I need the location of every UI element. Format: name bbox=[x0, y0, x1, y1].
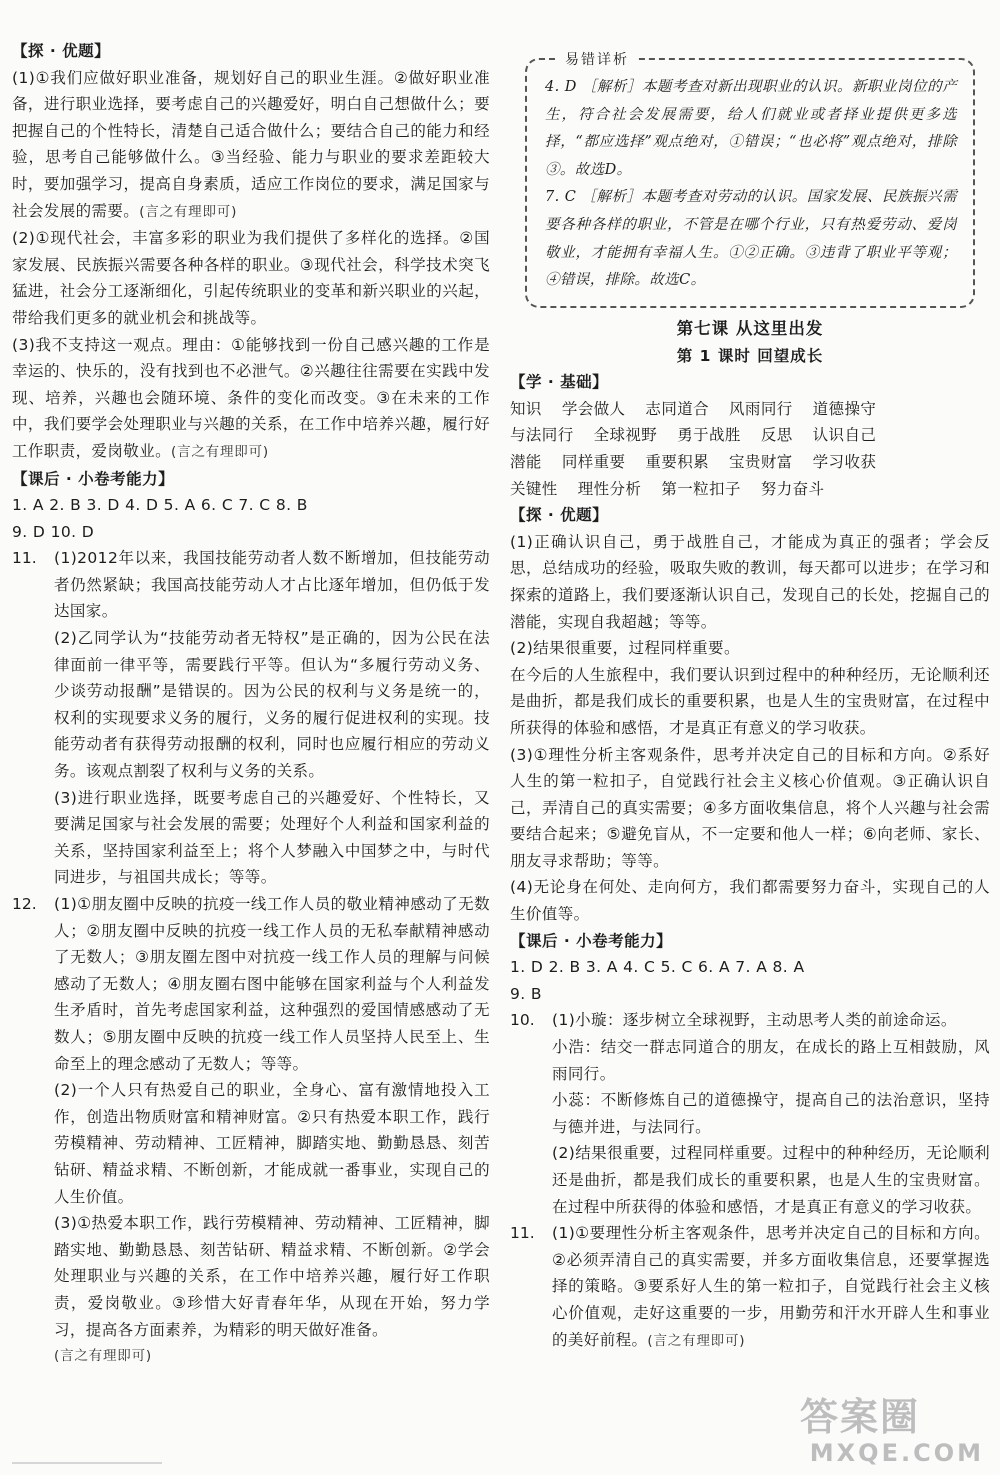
answer-paragraph: (2)一个人只有热爱自己的职业，全身心、富有激情地投入工作，创造出物质财富和精神财富。②只有热爱本职工作，践行劳模精神、劳动精神、工匠精神，脚踏实地、勤勤恳恳、刻苦钻研、精益求精、不断创新，才能成就一番事业，实现自己的人生价值。 bbox=[54, 1081, 490, 1206]
section-heading-explore: 【探 · 优题】 bbox=[12, 42, 111, 60]
question-11 bbox=[12, 545, 490, 891]
keyword: 勇于战胜 bbox=[677, 426, 741, 445]
keyword: 宝贵财富 bbox=[729, 452, 793, 471]
answer-paragraph: (4)无论身在何处、走向何方，我们都需要努力奋斗，实现自己的人生价值等。 bbox=[510, 878, 990, 924]
lesson-title: 第七课 从这里出发 bbox=[676, 319, 824, 338]
keyword: 风雨同行 bbox=[729, 399, 793, 418]
answer-paragraph: (2)结果很重要，过程同样重要。 bbox=[510, 639, 740, 658]
answer-paragraph: (2)①现代社会，丰富多彩的职业为我们提供了多样化的选择。②国家发展、民族振兴需要各种各样的职业。③现代社会，科学技术突飞猛进，社会分工逐渐细化，引起传统职业的变革和新兴职业的兴起，带给我们更多的就业机会和挑战等。 bbox=[12, 229, 490, 327]
answer-paragraph: (1)2012年以来，我国技能劳动者人数不断增加，但技能劳动者仍然紧缺；我国高技能劳动人才占比逐年增加，但仍低于发达国家。 bbox=[54, 549, 490, 621]
answer-note: (言之有理即可) bbox=[647, 1332, 746, 1349]
answer-paragraph: (1)正确认识自己，勇于战胜自己，才能成为真正的强者；学会反思，总结成功的经验，吸取失败的教训，每天都可以进步；在学习和探索的道路上，我们要逐渐认识自己，发现自己的长处，挖掘自己的潜能，实现自我超越；等等。 bbox=[510, 532, 990, 631]
answer-note: (言之有理即可) bbox=[54, 1348, 152, 1365]
answer-paragraph: 小浩：结交一群志同道合的朋友，在成长的路上互相鼓励，风雨同行。 bbox=[552, 1038, 990, 1083]
section-heading-basics: 【学 · 基础】 bbox=[510, 373, 609, 392]
answer-paragraph: (3)我不支持这一观点。理由：①能够找到一份自己感兴趣的工作是幸运的、快乐的，没有找到也不必泄气。②兴趣往往需要在实践中发现、培养，兴趣也会随环境、条件的变化而改变。③在未来的工作中，我们要学会处理职业与兴趣的关系，在工作中培养兴趣，履行好工作职责，爱岗敬业。(言之有理即可) bbox=[12, 335, 490, 460]
keyword: 全球视野 bbox=[593, 426, 658, 445]
question-number: 11. bbox=[510, 1224, 535, 1243]
analysis-item: 4. D ［解析］本题考查对新出现职业的认识。新职业岗位的产生，符合社会发展需要，给人们就业或者择业提供更多选择，“都应选择”观点绝对，①错误；“也必将”观点绝对，排除③。故选D。 bbox=[545, 79, 957, 178]
site-watermark bbox=[800, 1395, 990, 1470]
keyword: 道德操守 bbox=[812, 399, 877, 418]
analysis-item: 7. C ［解析］本题考查对劳动的认识。国家发展、民族振兴需要各种各样的职业，不管是在哪个行业，只有热爱劳动、爱岗敬业，才能拥有幸福人生。①②正确。③违背了职业平等观；④错误，排除。故选C。 bbox=[545, 189, 957, 289]
watermark-domain: MXQE.COM bbox=[809, 1439, 984, 1467]
keyword: 重要积累 bbox=[645, 452, 710, 471]
keyword: 知识 bbox=[510, 399, 542, 418]
choice-answers-row: 1. A 2. B 3. D 4. D 5. A 6. C 7. C 8. B bbox=[12, 496, 308, 515]
question-number: 12. bbox=[12, 895, 37, 913]
answer-paragraph: (1)①要理性分析主客观条件，思考并决定自己的目标和方向。②必须弄清自己的真实需要，并多方面收集信息，还要掌握选择的策略。③要系好人生的第一粒扣子，自觉践行社会主义核心价值观，走好这重要的一步，用勤劳和汗水开辟人生和事业的美好前程。(言之有理即可) bbox=[552, 1224, 990, 1349]
keyword: 志同道合 bbox=[645, 399, 710, 418]
answer-paragraph: (3)①热爱本职工作，践行劳模精神、劳动精神、工匠精神，脚踏实地、勤勤恳恳、刻苦钻研、精益求精、不断创新。②学会处理职业与兴趣的关系，在工作中培养兴趣，履行好工作职责，爱岗敬业。③珍惜大好青春年华，从现在开始，努力学习，提高各方面素养，为精彩的明天做好准备。 bbox=[54, 1214, 490, 1339]
footer-divider bbox=[12, 1462, 162, 1464]
keyword: 反思 bbox=[760, 426, 793, 445]
section-heading-after-class: 【课后 · 小卷考能力】 bbox=[510, 931, 673, 950]
choice-answers-row: 9. B bbox=[510, 984, 542, 1003]
choice-answers-row: 1. D 2. B 3. A 4. C 5. C 6. A 7. A 8. A bbox=[510, 958, 805, 977]
error-analysis-box bbox=[525, 52, 975, 308]
keyword: 理性分析 bbox=[577, 479, 642, 498]
keyword-row bbox=[510, 449, 990, 476]
watermark-logo-text: 答案圈 bbox=[800, 1395, 921, 1439]
keyword: 关键性 bbox=[510, 479, 558, 498]
answer-note: (言之有理即可) bbox=[171, 443, 269, 460]
answer-note: (言之有理即可) bbox=[139, 203, 238, 220]
left-column bbox=[12, 38, 490, 1370]
answer-paragraph: (1)①朋友圈中反映的抗疫一线工作人员的敬业精神感动了无数人；②朋友圈中反映的抗疫一线工作人员的无私奉献精神感动了无数人；③朋友圈左图中对抗疫一线工作人员的理解与问候感动了无数人；④朋友圈右图中能够在国家利益与个人利益发生矛盾时，首先考虑国家利益，这种强烈的爱国情感感动了无数人；⑤朋友圈中反映的抗疫一线工作人员坚持人民至上、生命至上的理念感动了无数人；等等。 bbox=[54, 895, 490, 1073]
keyword: 第一粒扣子 bbox=[661, 479, 741, 498]
keyword: 同样重要 bbox=[561, 452, 626, 471]
question-number: 11. bbox=[12, 549, 37, 568]
period-title: 第 1 课时 回望成长 bbox=[676, 346, 824, 365]
keyword: 与法同行 bbox=[510, 426, 574, 445]
section-heading-explore: 【探 · 优题】 bbox=[510, 506, 609, 525]
answer-paragraph: (3)进行职业选择，既要考虑自己的兴趣爱好、个性特长，又要满足国家与社会发展的需要；处理好个人利益和国家利益的关系，坚持国家利益至上；将个人梦融入中国梦之中，与时代同进步，与祖国共成长；等等。 bbox=[54, 788, 490, 887]
answer-paragraph: 在今后的人生旅程中，我们要认识到过程中的种种经历，无论顺利还是曲折，都是我们成长的重要积累，也是人生的宝贵财富，在过程中所获得的体验和感悟，才是真正有意义的学习收获。 bbox=[510, 665, 990, 737]
box-title: 易错详析 bbox=[557, 47, 637, 75]
section-heading-after-class: 【课后 · 小卷考能力】 bbox=[12, 469, 175, 488]
keyword: 学会做人 bbox=[561, 399, 626, 418]
question-12 bbox=[12, 891, 490, 1370]
question-10 bbox=[510, 1007, 990, 1220]
choice-answers-row: 9. D 10. D bbox=[12, 522, 95, 541]
answer-paragraph: (3)①理性分析主客观条件，思考并决定自己的目标和方向。②系好人生的第一粒扣子，自觉践行社会主义核心价值观。③正确认识自己，弄清自己的真实需要；④多方面收集信息，将个人兴趣与社会需要结合起来；⑤避免盲从，不一定要和他人一样；⑥向老师、家长、朋友寻求帮助；等等。 bbox=[510, 745, 990, 870]
question-11 bbox=[510, 1220, 990, 1354]
keyword-row bbox=[510, 476, 990, 503]
question-number: 10. bbox=[510, 1011, 535, 1030]
answer-paragraph: (1)①我们应做好职业准备，规划好自己的职业生涯。②做好职业准备，进行职业选择，要考虑自己的兴趣爱好，明白自己想做什么；要把握自己的个性特长，清楚自己适合做什么；要结合自己的能力和经验，思考自己能够做什么。③当经验、能力与职业的要求差距较大时，要加强学习，提高自身素质，适应工作岗位的要求，满足国家与社会发展的需要。(言之有理即可) bbox=[12, 68, 490, 220]
answer-paragraph: (2)结果很重要，过程同样重要。过程中的种种经历，无论顺利还是曲折，都是我们成长的重要积累，也是人生的宝贵财富。在过程中所获得的体验和感悟，才是真正有意义的学习收获。 bbox=[552, 1144, 990, 1216]
keyword-row bbox=[510, 422, 990, 449]
keyword-row bbox=[510, 396, 990, 423]
keyword: 潜能 bbox=[510, 452, 542, 471]
answer-paragraph: (2)乙同学认为“技能劳动者无特权”是正确的，因为公民在法律面前一律平等，需要践行平等。但认为“多履行劳动义务、少谈劳动报酬”是错误的。因为公民的权利与义务是统一的，权利的实现要求义务的履行，义务的履行促进权利的实现。技能劳动者有获得劳动报酬的权利，同时也应履行相应的劳动义务。该观点割裂了权利与义务的关系。 bbox=[54, 629, 490, 781]
answer-paragraph: (1)小璇：逐步树立全球视野，主动思考人类的前途命运。 bbox=[552, 1011, 957, 1030]
keyword: 努力奋斗 bbox=[760, 479, 825, 498]
keyword: 认识自己 bbox=[812, 426, 877, 445]
answer-paragraph: 小蕊：不断修炼自己的道德操守，提高自己的法治意识，坚持与德并进，与法同行。 bbox=[552, 1091, 990, 1136]
keyword: 学习收获 bbox=[812, 452, 877, 471]
right-column bbox=[510, 38, 990, 1354]
